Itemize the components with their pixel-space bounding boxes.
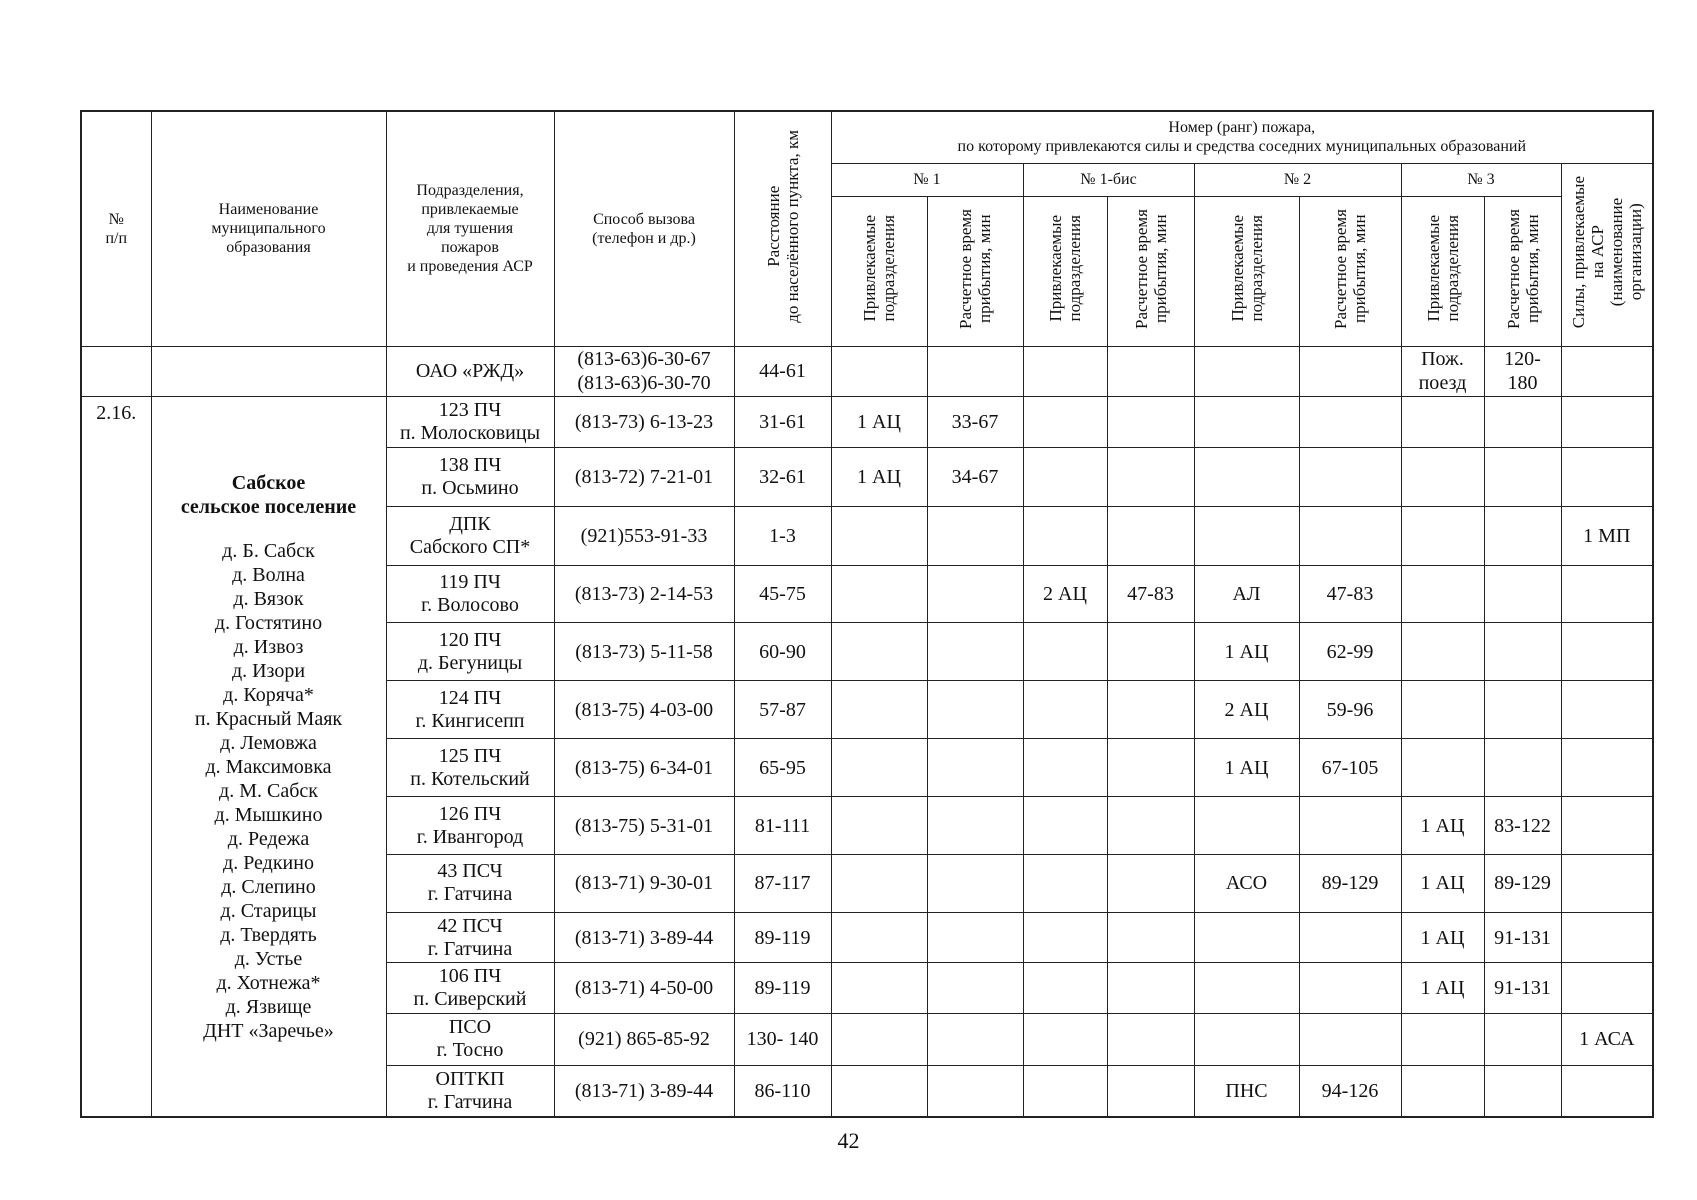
- header-r2-time: Расчетное время прибытия, мин: [1299, 196, 1401, 346]
- r2-time-cell: 94-126: [1299, 1065, 1401, 1117]
- r1-time-cell: [927, 963, 1023, 1014]
- header-r1bis-units: Привлекаемые подразделения: [1023, 196, 1107, 346]
- r1bis-units-cell: [1023, 681, 1107, 739]
- distance-cell: 81-111: [734, 797, 831, 855]
- r3-units-cell: [1401, 565, 1484, 623]
- call-cell: (813-71) 3-89-44: [554, 912, 734, 963]
- unit-cell: 106 ПЧ п. Сиверский: [386, 963, 554, 1014]
- r2-units-cell: [1194, 447, 1299, 506]
- r1-units-cell: [831, 797, 927, 855]
- r3-units-cell: [1401, 506, 1484, 565]
- r1-time-cell: 34-67: [927, 447, 1023, 506]
- unit-cell: 123 ПЧ п. Молосковицы: [386, 397, 554, 448]
- table-row: [81, 397, 1653, 448]
- r1-time-cell: [927, 565, 1023, 623]
- section-places: д. Б. Сабск д. Волна д. Вязок д. Гостятино д. Извоз д. Изори д. Коряча* п. Красный Маяк д. Лемовжа д. Максимовка д. М. Сабск д. Мышкино д. Редежа д. Редкино д. Слепино д. Старицы д. Твердять д. Устье д. Хотнежа* д. Язвище ДНТ «Заречье»: [194, 539, 343, 1042]
- r2-time-cell: 67-105: [1299, 739, 1401, 797]
- r3-time-cell: 83-122: [1484, 797, 1561, 855]
- r1-time-cell: [927, 681, 1023, 739]
- asr-cell: [1561, 912, 1653, 963]
- r3-units-cell: 1 АЦ: [1401, 912, 1484, 963]
- r1bis-units-cell: [1023, 447, 1107, 506]
- r3-units-cell: [1401, 739, 1484, 797]
- r2-units-cell: 1 АЦ: [1194, 739, 1299, 797]
- r1bis-units-cell: 2 АЦ: [1023, 565, 1107, 623]
- r1-units-cell: [831, 739, 927, 797]
- r2-time-cell: [1299, 963, 1401, 1014]
- r3-time-cell: [1484, 397, 1561, 448]
- r1bis-units-cell: [1023, 854, 1107, 912]
- header-r3-time: Расчетное время прибытия, мин: [1484, 196, 1561, 346]
- r1-units-cell: [831, 1065, 927, 1117]
- call-cell: (813-71) 4-50-00: [554, 963, 734, 1014]
- r3-units-cell: [1401, 397, 1484, 448]
- call-cell: (813-71) 3-89-44: [554, 1065, 734, 1117]
- r1-time-cell: [927, 797, 1023, 855]
- unit-cell: 124 ПЧ г. Кингисепп: [386, 681, 554, 739]
- r1-units-cell: [831, 506, 927, 565]
- header-rank2: № 2: [1194, 163, 1401, 196]
- header-rank1: № 1: [831, 163, 1023, 196]
- r1-time-cell: [927, 506, 1023, 565]
- distance-cell: 89-119: [734, 912, 831, 963]
- r1bis-time-cell: [1107, 854, 1194, 912]
- r3-units-cell: Пож. поезд: [1401, 346, 1484, 397]
- r1-time-cell: [927, 1014, 1023, 1066]
- r1-units-cell: [831, 565, 927, 623]
- r3-time-cell: [1484, 1065, 1561, 1117]
- r1-units-cell: [831, 623, 927, 681]
- r3-units-cell: [1401, 1014, 1484, 1066]
- unit-cell: 125 ПЧ п. Котельский: [386, 739, 554, 797]
- call-cell: (813-72) 7-21-01: [554, 447, 734, 506]
- r1-time-cell: [927, 739, 1023, 797]
- call-cell: (813-75) 5-31-01: [554, 797, 734, 855]
- distance-cell: 44-61: [734, 346, 831, 397]
- r2-units-cell: [1194, 797, 1299, 855]
- header-rank1bis: № 1-бис: [1023, 163, 1194, 196]
- r3-time-cell: [1484, 447, 1561, 506]
- r1-time-cell: [927, 623, 1023, 681]
- r1-units-cell: [831, 681, 927, 739]
- r1bis-units-cell: [1023, 739, 1107, 797]
- header-r1-units: Привлекаемые подразделения: [831, 196, 927, 346]
- r1bis-units-cell: [1023, 623, 1107, 681]
- r2-units-cell: [1194, 912, 1299, 963]
- r2-units-cell: [1194, 397, 1299, 448]
- r1bis-units-cell: [1023, 963, 1107, 1014]
- r1-units-cell: [831, 1014, 927, 1066]
- header-name: Наименование муниципального образования: [151, 111, 386, 346]
- r2-time-cell: [1299, 1014, 1401, 1066]
- r3-time-cell: 91-131: [1484, 963, 1561, 1014]
- asr-cell: [1561, 854, 1653, 912]
- header-r1bis-time: Расчетное время прибытия, мин: [1107, 196, 1194, 346]
- r1bis-units-cell: [1023, 397, 1107, 448]
- r1bis-units-cell: [1023, 797, 1107, 855]
- call-cell: (813-75) 6-34-01: [554, 739, 734, 797]
- r1bis-time-cell: [1107, 912, 1194, 963]
- r3-time-cell: [1484, 739, 1561, 797]
- section-title: Сабское сельское поселение: [180, 471, 357, 518]
- r1-units-cell: [831, 854, 927, 912]
- distance-cell: 31-61: [734, 397, 831, 448]
- r1bis-units-cell: [1023, 506, 1107, 565]
- table-row: [81, 346, 1653, 397]
- r1-time-cell: [927, 1065, 1023, 1117]
- call-cell: (813-63)6-30-67 (813-63)6-30-70: [554, 346, 734, 397]
- section-number: 2.16.: [81, 397, 151, 1117]
- distance-cell: 45-75: [734, 565, 831, 623]
- fire-resources-table: [80, 110, 1654, 1118]
- r3-time-cell: 89-129: [1484, 854, 1561, 912]
- r3-time-cell: [1484, 1014, 1561, 1066]
- r2-time-cell: [1299, 506, 1401, 565]
- r1bis-time-cell: [1107, 1014, 1194, 1066]
- r1bis-units-cell: [1023, 1014, 1107, 1066]
- r1bis-time-cell: [1107, 1065, 1194, 1117]
- r1bis-units-cell: [1023, 912, 1107, 963]
- asr-cell: [1561, 681, 1653, 739]
- header-call: Способ вызова (телефон и др.): [554, 111, 734, 346]
- header-units: Подразделения, привлекаемые для тушения пожаров и проведения АСР: [386, 111, 554, 346]
- r1bis-time-cell: [1107, 963, 1194, 1014]
- asr-cell: [1561, 623, 1653, 681]
- r2-time-cell: 89-129: [1299, 854, 1401, 912]
- r1bis-time-cell: [1107, 397, 1194, 448]
- r2-units-cell: 2 АЦ: [1194, 681, 1299, 739]
- header-asr: Силы, привлекаемые на АСР (наименование организации): [1561, 163, 1653, 346]
- unit-cell: ОПТКП г. Гатчина: [386, 1065, 554, 1117]
- r1-time-cell: [927, 912, 1023, 963]
- r1bis-time-cell: [1107, 623, 1194, 681]
- r3-time-cell: 120- 180: [1484, 346, 1561, 397]
- asr-cell: [1561, 963, 1653, 1014]
- r3-time-cell: [1484, 506, 1561, 565]
- distance-cell: 32-61: [734, 447, 831, 506]
- asr-cell: 1 АСА: [1561, 1014, 1653, 1066]
- r3-units-cell: [1401, 447, 1484, 506]
- header-distance: Расстояние до населённого пункта, км: [734, 111, 831, 346]
- r3-units-cell: 1 АЦ: [1401, 963, 1484, 1014]
- call-cell: (921)553-91-33: [554, 506, 734, 565]
- r1bis-units-cell: [1023, 1065, 1107, 1117]
- r2-units-cell: [1194, 963, 1299, 1014]
- r2-units-cell: АСО: [1194, 854, 1299, 912]
- asr-cell: [1561, 797, 1653, 855]
- r1bis-time-cell: [1107, 739, 1194, 797]
- unit-cell: ПСО г. Тосно: [386, 1014, 554, 1066]
- header-r2-units: Привлекаемые подразделения: [1194, 196, 1299, 346]
- distance-cell: 65-95: [734, 739, 831, 797]
- unit-cell: 119 ПЧ г. Волосово: [386, 565, 554, 623]
- r3-units-cell: [1401, 1065, 1484, 1117]
- asr-cell: [1561, 1065, 1653, 1117]
- distance-cell: 86-110: [734, 1065, 831, 1117]
- r3-units-cell: 1 АЦ: [1401, 797, 1484, 855]
- r1-units-cell: 1 АЦ: [831, 397, 927, 448]
- asr-cell: [1561, 397, 1653, 448]
- r1-time-cell: 33-67: [927, 397, 1023, 448]
- call-cell: (921) 865-85-92: [554, 1014, 734, 1066]
- r1bis-time-cell: [1107, 681, 1194, 739]
- distance-cell: 87-117: [734, 854, 831, 912]
- call-cell: (813-73) 5-11-58: [554, 623, 734, 681]
- r3-units-cell: [1401, 623, 1484, 681]
- unit-cell: ОАО «РЖД»: [386, 346, 554, 397]
- r3-units-cell: 1 АЦ: [1401, 854, 1484, 912]
- r2-units-cell: [1194, 1014, 1299, 1066]
- distance-cell: 60-90: [734, 623, 831, 681]
- r2-time-cell: 62-99: [1299, 623, 1401, 681]
- distance-cell: 89-119: [734, 963, 831, 1014]
- r2-time-cell: [1299, 447, 1401, 506]
- unit-cell: 43 ПСЧ г. Гатчина: [386, 854, 554, 912]
- header-rank-title: Номер (ранг) пожара, по которому привлекаются силы и средства соседних муниципальных образований: [831, 111, 1653, 163]
- call-cell: (813-75) 4-03-00: [554, 681, 734, 739]
- r2-time-cell: 59-96: [1299, 681, 1401, 739]
- r2-time-cell: 47-83: [1299, 565, 1401, 623]
- r2-time-cell: [1299, 397, 1401, 448]
- section-name-cell: [151, 397, 386, 1117]
- asr-cell: [1561, 447, 1653, 506]
- unit-cell: ДПК Сабского СП*: [386, 506, 554, 565]
- header-r1-time: Расчетное время прибытия, мин: [927, 196, 1023, 346]
- distance-cell: 130- 140: [734, 1014, 831, 1066]
- r2-units-cell: [1194, 506, 1299, 565]
- r3-time-cell: [1484, 623, 1561, 681]
- header-r3-units: Привлекаемые подразделения: [1401, 196, 1484, 346]
- distance-cell: 1-3: [734, 506, 831, 565]
- unit-cell: 138 ПЧ п. Осьмино: [386, 447, 554, 506]
- r1-units-cell: 1 АЦ: [831, 447, 927, 506]
- r1bis-time-cell: [1107, 506, 1194, 565]
- asr-cell: 1 МП: [1561, 506, 1653, 565]
- r2-time-cell: [1299, 912, 1401, 963]
- r2-units-cell: 1 АЦ: [1194, 623, 1299, 681]
- call-cell: (813-73) 6-13-23: [554, 397, 734, 448]
- r3-time-cell: 91-131: [1484, 912, 1561, 963]
- header-num: № п/п: [81, 111, 151, 346]
- r1bis-time-cell: [1107, 447, 1194, 506]
- r2-units-cell: ПНС: [1194, 1065, 1299, 1117]
- r3-time-cell: [1484, 565, 1561, 623]
- asr-cell: [1561, 739, 1653, 797]
- r3-units-cell: [1401, 681, 1484, 739]
- r3-time-cell: [1484, 681, 1561, 739]
- unit-cell: 120 ПЧ д. Бегуницы: [386, 623, 554, 681]
- r1bis-time-cell: 47-83: [1107, 565, 1194, 623]
- r2-time-cell: [1299, 797, 1401, 855]
- r1-units-cell: [831, 912, 927, 963]
- r1-time-cell: [927, 854, 1023, 912]
- r2-units-cell: АЛ: [1194, 565, 1299, 623]
- call-cell: (813-73) 2-14-53: [554, 565, 734, 623]
- call-cell: (813-71) 9-30-01: [554, 854, 734, 912]
- r1-units-cell: [831, 963, 927, 1014]
- unit-cell: 126 ПЧ г. Ивангород: [386, 797, 554, 855]
- asr-cell: [1561, 565, 1653, 623]
- header-rank3: № 3: [1401, 163, 1561, 196]
- page-number: 42: [837, 1128, 860, 1153]
- distance-cell: 57-87: [734, 681, 831, 739]
- unit-cell: 42 ПСЧ г. Гатчина: [386, 912, 554, 963]
- r1bis-time-cell: [1107, 797, 1194, 855]
